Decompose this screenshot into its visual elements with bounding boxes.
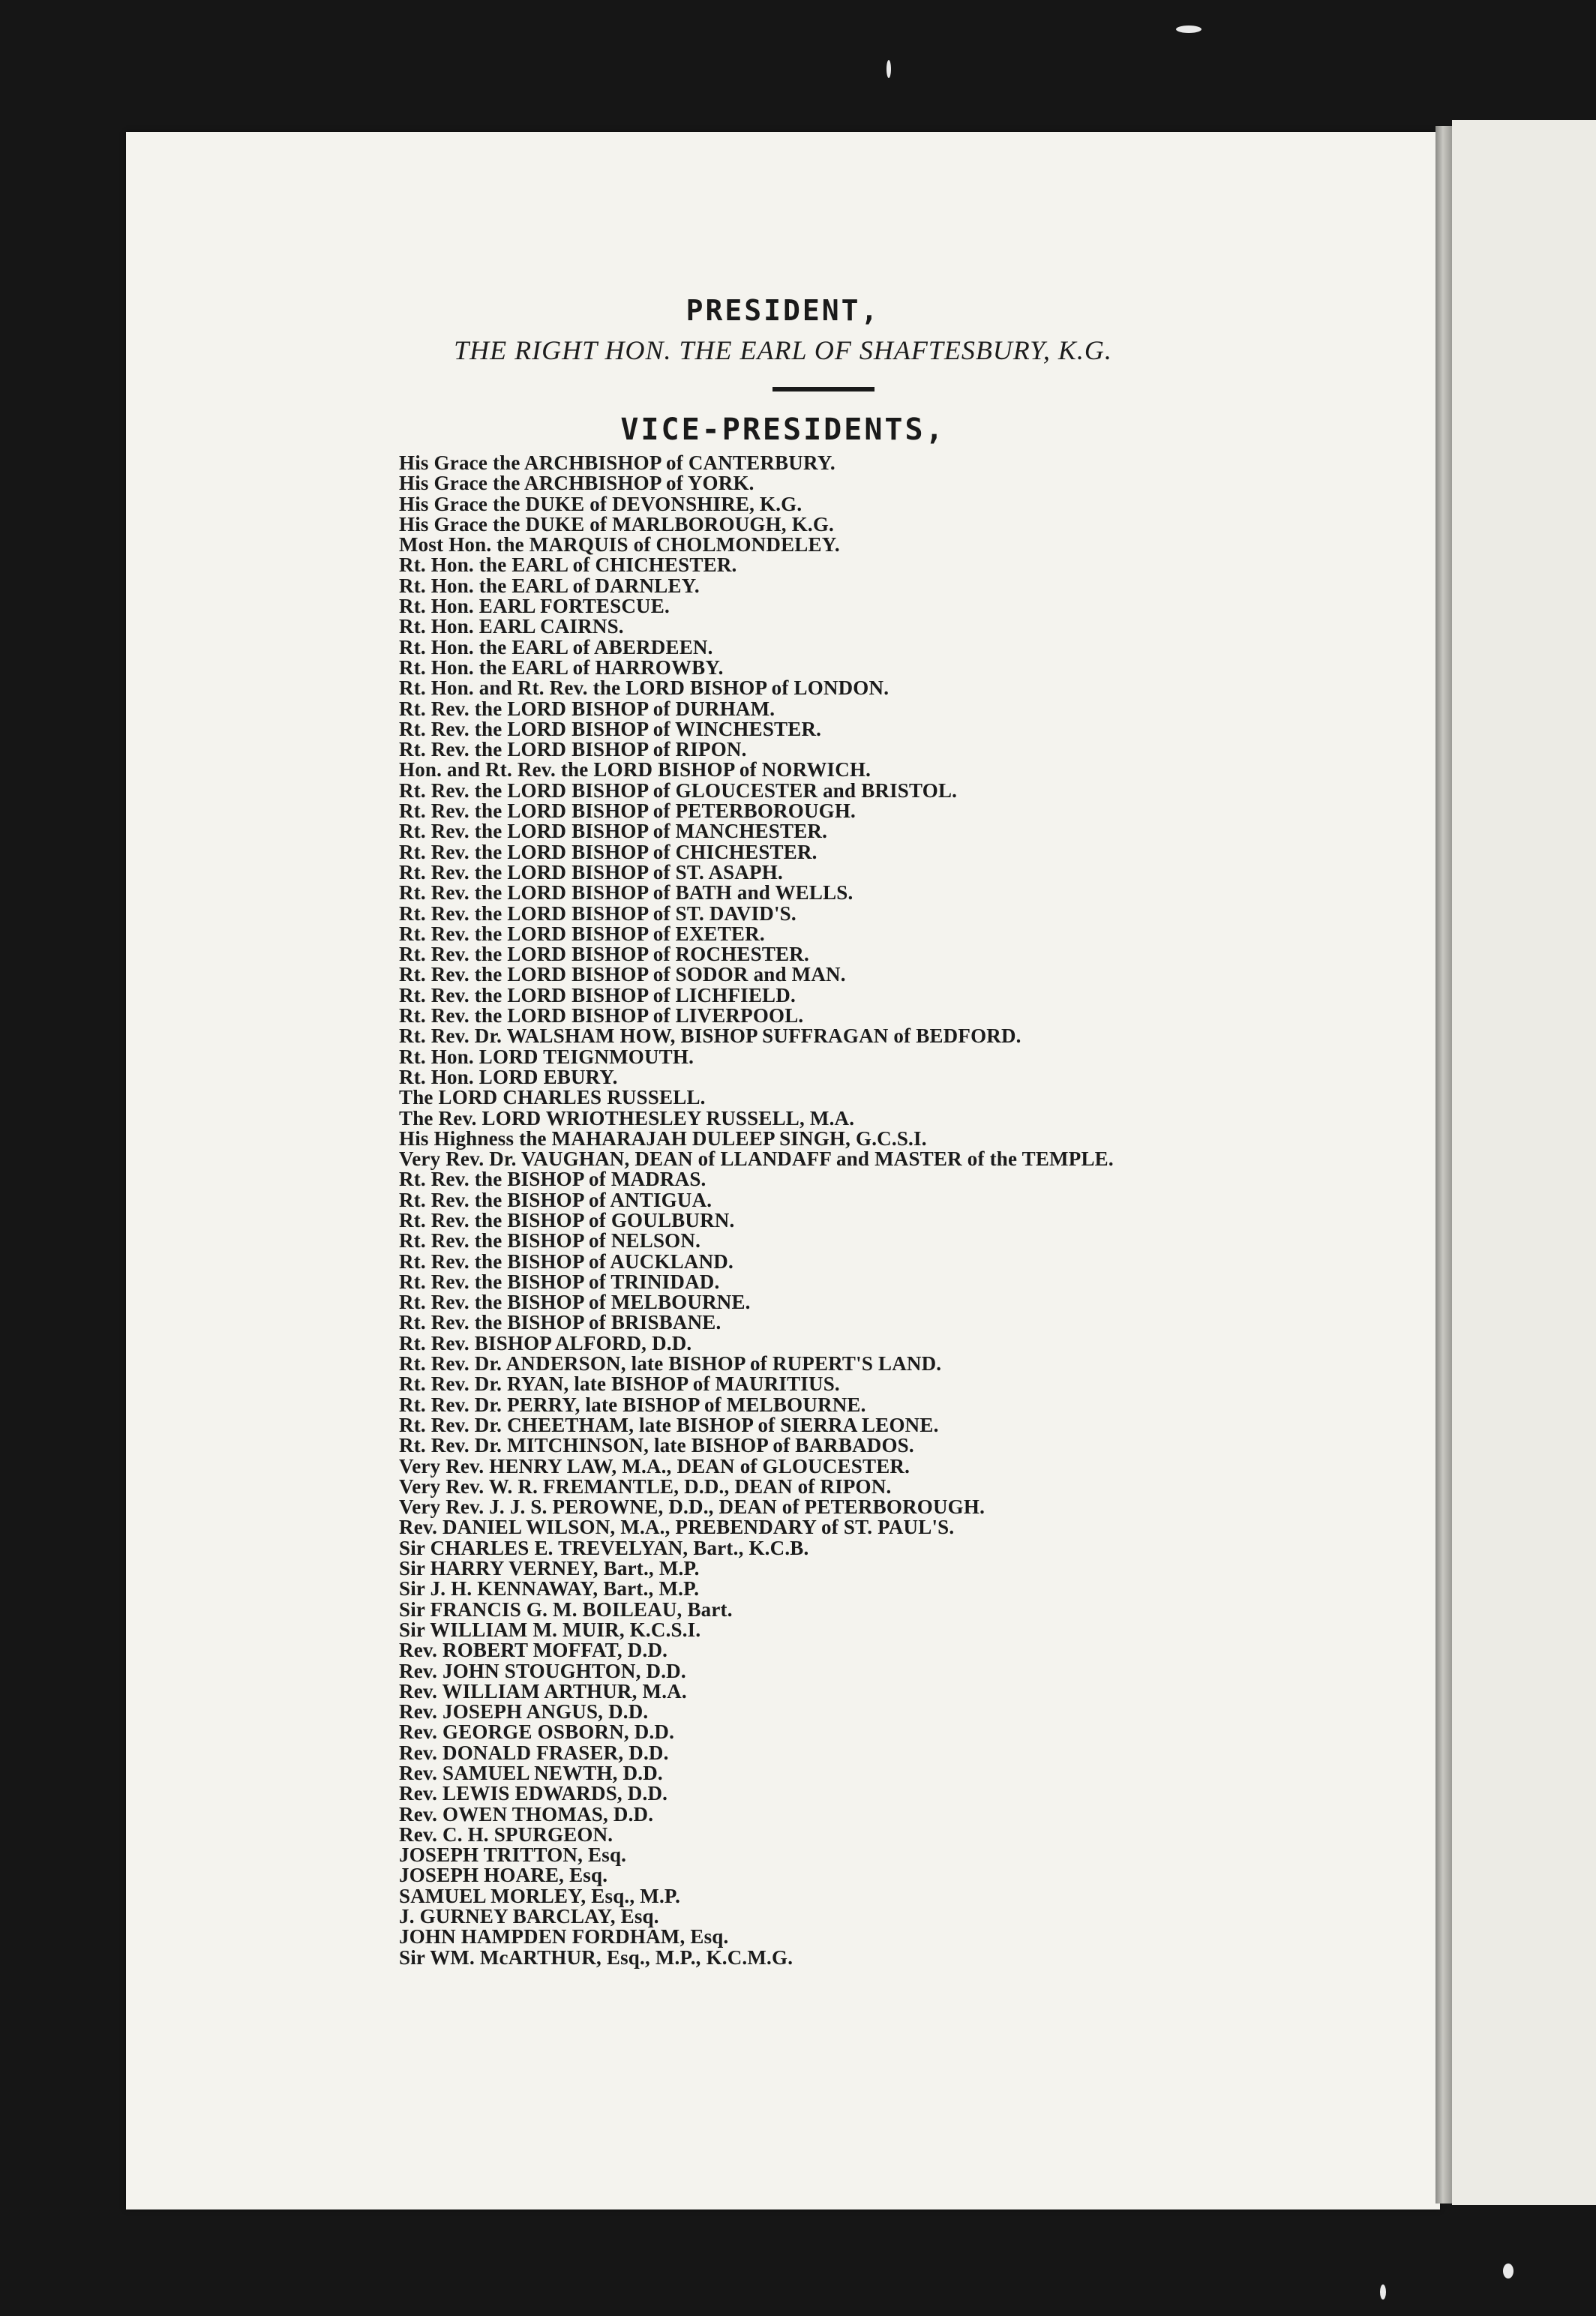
vice-president-entry: Rt. Hon. LORD TEIGNMOUTH. <box>399 1045 694 1068</box>
vice-president-entry: Rt. Rev. Dr. CHEETHAM, late BISHOP of SIERRA LEONE. <box>399 1413 939 1436</box>
vice-president-entry: Rt. Rev. the BISHOP of MELBOURNE. <box>399 1291 751 1314</box>
vice-president-entry: Rt. Rev. the LORD BISHOP of SODOR and MAN. <box>399 963 846 986</box>
vice-president-entry: Rt. Rev. the BISHOP of TRINIDAD. <box>399 1270 720 1293</box>
vice-president-entry: Sir FRANCIS G. M. BOILEAU, Bart. <box>399 1598 733 1621</box>
vice-president-entry: Rt. Hon. the EARL of DARNLEY. <box>399 574 700 597</box>
vice-president-entry: Very Rev. Dr. VAUGHAN, DEAN of LLANDAFF and MASTER of the TEMPLE. <box>399 1148 1114 1171</box>
vice-president-entry: Rt. Rev. the LORD BISHOP of MANCHESTER. <box>399 820 828 843</box>
vice-president-entry: Rt. Rev. the LORD BISHOP of EXETER. <box>399 922 765 945</box>
adjacent-page <box>1452 120 1596 2205</box>
vice-president-entry: Rev. OWEN THOMAS, D.D. <box>399 1802 654 1826</box>
vice-president-entry: Very Rev. HENRY LAW, M.A., DEAN of GLOUCESTER. <box>399 1454 910 1478</box>
vice-president-entry: Rt. Rev. the LORD BISHOP of DURHAM. <box>399 697 776 720</box>
vice-president-entry: Rt. Rev. the LORD BISHOP of BATH and WELLS. <box>399 881 854 904</box>
vice-president-entry: Sir CHARLES E. TREVELYAN, Bart., K.C.B. <box>399 1536 809 1559</box>
vice-president-entry: The LORD CHARLES RUSSELL. <box>399 1086 706 1109</box>
vice-president-entry: J. GURNEY BARCLAY, Esq. <box>399 1905 659 1928</box>
president-name: THE RIGHT HON. THE EARL OF SHAFTESBURY, K.G. <box>454 335 1112 365</box>
vice-president-entry: Rt. Rev. the LORD BISHOP of RIPON. <box>399 738 747 761</box>
vice-president-entry: Rt. Rev. the LORD BISHOP of PETERBOROUGH. <box>399 800 856 823</box>
vice-president-entry: Most Hon. the MARQUIS of CHOLMONDELEY. <box>399 533 840 556</box>
vice-president-entry: Very Rev. W. R. FREMANTLE, D.D., DEAN of RIPON. <box>399 1474 892 1498</box>
vice-president-entry: Hon. and Rt. Rev. the LORD BISHOP of NORWICH. <box>399 758 872 782</box>
vice-president-entry: Rt. Hon. the EARL of HARROWBY. <box>399 656 724 679</box>
vice-president-entry: JOSEPH HOARE, Esq. <box>399 1864 608 1887</box>
vice-president-entry: Rt. Rev. BISHOP ALFORD, D.D. <box>399 1331 692 1354</box>
vice-president-entry: Rt. Rev. the BISHOP of NELSON. <box>399 1229 701 1252</box>
scan-speck <box>1503 2264 1514 2278</box>
section-divider <box>772 387 874 392</box>
president-heading: PRESIDENT, <box>686 294 880 327</box>
vice-president-entry: Rev. LEWIS EDWARDS, D.D. <box>399 1782 668 1805</box>
vice-president-entry: Sir WM. McARTHUR, Esq., M.P., K.C.M.G. <box>399 1946 794 1969</box>
vice-president-entry: Rt. Hon. EARL CAIRNS. <box>399 615 624 638</box>
vice-president-entry: Rev. GEORGE OSBORN, D.D. <box>399 1720 675 1744</box>
vice-president-entry: Rev. SAMUEL NEWTH, D.D. <box>399 1762 663 1784</box>
vice-president-entry: Rev. ROBERT MOFFAT, D.D. <box>399 1639 668 1662</box>
vice-president-entry: Rt. Hon. the EARL of CHICHESTER. <box>399 554 737 577</box>
vice-president-entry: Rt. Rev. Dr. PERRY, late BISHOP of MELBOURNE. <box>399 1393 866 1416</box>
vice-president-entry: Rt. Rev. the BISHOP of ANTIGUA. <box>399 1188 712 1211</box>
vice-president-entry: Rt. Rev. the BISHOP of MADRAS. <box>399 1168 706 1191</box>
vice-president-entry: His Grace the DUKE of MARLBOROUGH, K.G. <box>399 512 835 536</box>
vice-president-entry: Rt. Rev. the LORD BISHOP of LIVERPOOL. <box>399 1004 804 1028</box>
vice-president-entry: Very Rev. J. J. S. PEROWNE, D.D., DEAN of PETERBOROUGH. <box>399 1496 986 1519</box>
vice-president-entry: His Highness the MAHARAJAH DULEEP SINGH, G.C.S.I. <box>399 1126 927 1150</box>
vice-president-entry: Rt. Rev. Dr. WALSHAM HOW, BISHOP SUFFRAGAN of BEDFORD. <box>399 1024 1022 1048</box>
vice-president-entry: Rt. Rev. Dr. RYAN, late BISHOP of MAURITIUS. <box>399 1372 840 1396</box>
vice-president-entry: Rt. Hon. and Rt. Rev. the LORD BISHOP of LONDON. <box>399 676 890 700</box>
scan-speck <box>1380 2284 1386 2300</box>
vice-president-entry: Rev. WILLIAM ARTHUR, M.A. <box>399 1679 687 1702</box>
vice-president-entry: Rt. Rev. the LORD BISHOP of GLOUCESTER and BRISTOL. <box>399 778 958 802</box>
vice-president-entry: Sir J. H. KENNAWAY, Bart., M.P. <box>399 1577 700 1600</box>
vice-president-entry: The Rev. LORD WRIOTHESLEY RUSSELL, M.A. <box>399 1106 855 1130</box>
vice-president-entry: Rt. Rev. the LORD BISHOP of ST. ASAPH. <box>399 860 783 884</box>
vice-president-entry: Rt. Hon. LORD EBURY. <box>399 1065 618 1088</box>
vice-president-entry: Rev. JOHN STOUGHTON, D.D. <box>399 1659 686 1682</box>
vice-president-entry: Rev. C. H. SPURGEON. <box>399 1822 614 1846</box>
vice-president-entry: Rev. DONALD FRASER, D.D. <box>399 1741 669 1764</box>
vice-president-entry: Rt. Rev. the LORD BISHOP of LICHFIELD. <box>399 983 796 1006</box>
vice-president-entry: His Grace the ARCHBISHOP of YORK. <box>399 472 754 495</box>
vice-president-entry: Rev. DANIEL WILSON, M.A., PREBENDARY of ST. PAUL'S. <box>399 1516 955 1539</box>
vice-president-entry: SAMUEL MORLEY, Esq., M.P. <box>399 1884 681 1907</box>
vice-president-entry: Rt. Hon. EARL FORTESCUE. <box>399 595 670 618</box>
vice-president-entry: JOSEPH TRITTON, Esq. <box>399 1844 627 1867</box>
vice-president-entry: Rt. Rev. the LORD BISHOP of ROCHESTER. <box>399 943 809 966</box>
vice-president-entry: Rt. Rev. the BISHOP of BRISBANE. <box>399 1311 722 1334</box>
vice-president-entry: Rt. Rev. the BISHOP of GOULBURN. <box>399 1208 735 1232</box>
vice-president-entry: Rt. Rev. the BISHOP of AUCKLAND. <box>399 1250 734 1273</box>
vice-president-entry: Rev. JOSEPH ANGUS, D.D. <box>399 1700 649 1724</box>
vice-president-entry: Rt. Rev. Dr. ANDERSON, late BISHOP of RUPERT'S LAND. <box>399 1352 942 1376</box>
vice-president-entry: Sir WILLIAM M. MUIR, K.C.S.I. <box>399 1618 701 1641</box>
vice-president-entry: Rt. Hon. the EARL of ABERDEEN. <box>399 635 713 658</box>
vice-presidents-heading: VICE-PRESIDENTS, <box>620 412 946 447</box>
vice-presidents-list <box>399 453 1374 1968</box>
vice-president-entry: His Grace the ARCHBISHOP of CANTERBURY. <box>399 452 836 474</box>
vice-president-entry: JOHN HAMPDEN FORDHAM, Esq. <box>399 1925 729 1948</box>
vice-president-entry: Rt. Rev. the LORD BISHOP of ST. DAVID'S. <box>399 902 796 925</box>
vice-president-entry: Rt. Rev. the LORD BISHOP of WINCHESTER. <box>399 717 822 740</box>
vice-president-entry: Rt. Rev. Dr. MITCHINSON, late BISHOP of BARBADOS. <box>399 1434 914 1457</box>
vice-president-entry: Rt. Rev. the LORD BISHOP of CHICHESTER. <box>399 840 818 863</box>
vice-president-entry: Sir HARRY VERNEY, Bart., M.P. <box>399 1557 700 1580</box>
scan-speck <box>1176 26 1202 33</box>
scan-speck <box>886 60 891 78</box>
vice-president-entry: His Grace the DUKE of DEVONSHIRE, K.G. <box>399 492 802 515</box>
